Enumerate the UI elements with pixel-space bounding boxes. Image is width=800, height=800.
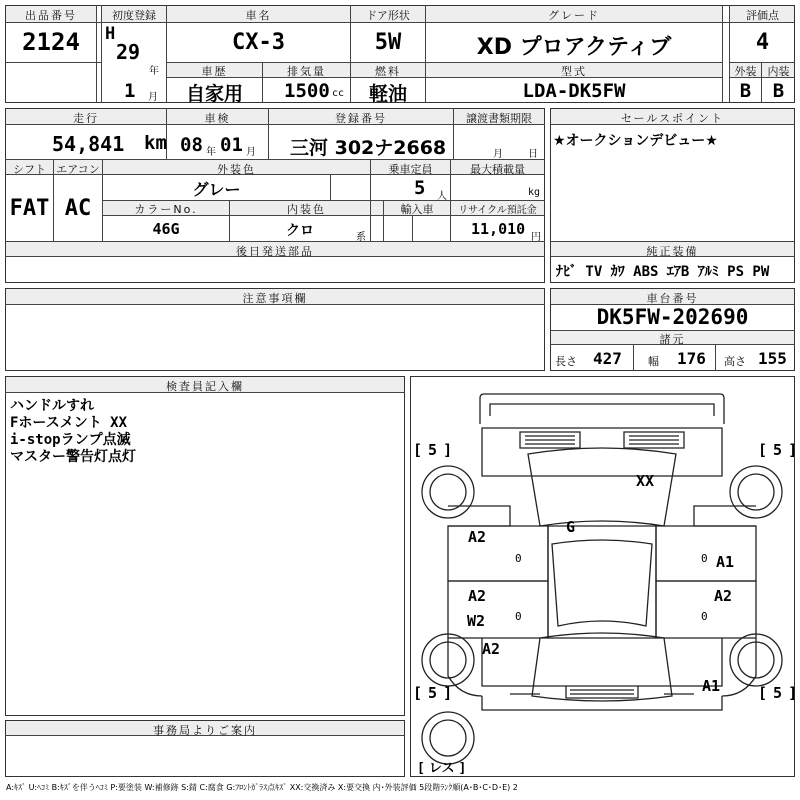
era-letter: H [105,24,116,44]
spare-tire-mark: [ レス ] [417,761,467,776]
capacity-value: 5 [414,177,426,199]
corner-front-right: [ 5 ] [758,441,798,459]
fuel-type: 軽油 [368,83,407,105]
lot-number: 2124 [22,28,80,56]
year-unit: 年 [149,66,159,77]
height-value: 155 [758,349,787,368]
mark-roof: G [566,518,576,536]
car-name: CX-3 [232,30,285,55]
shaken-header: 車検 [204,112,231,125]
mark-front-left-door: A2 [468,528,487,546]
corner-rear-right: [ 5 ] [758,684,798,702]
chassis-number: DK5FW-202690 [596,305,749,329]
door-type: 5W [374,30,402,55]
mark-rear-right-door: A2 [714,587,733,605]
mark-front-right-door: A1 [716,553,735,571]
interior-color-unit: 系 [356,232,366,243]
capacity-unit: 人 [437,191,447,202]
exterior-score-header: 外装 [734,65,757,78]
transfer-deadline-header: 譲渡書類期限 [466,112,532,125]
fuel-header: 燃料 [375,65,401,78]
overall-score: 4 [755,30,770,55]
mark-rear-left-door: A2 [468,587,487,605]
length-value: 427 [593,349,622,368]
inspector-note-4: マスター警告灯点灯 [10,449,136,465]
max-load-header: 最大積載量 [470,163,525,176]
equipment-header: 純正装備 [646,245,699,258]
model-code-header: 型式 [561,65,587,78]
equipment-list: ﾅﾋﾞ TV ｶﾜ ABS ｴｱB ｱﾙﾐ PS PW [556,264,770,280]
exterior-color-header: 外装色 [217,163,256,176]
recycle-unit: 円 [531,232,541,243]
displacement-header: 排気量 [287,65,326,78]
sales-point-header: セールスポイント [620,112,724,125]
car-diagram [410,376,798,777]
displacement-unit: cc [332,88,345,99]
transfer-month-unit: 月 [493,149,503,160]
plate-header: 登録番号 [335,112,387,125]
first-registration-header: 初度登録 [112,9,156,22]
office-header: 事務局よりご案内 [153,724,257,737]
registration-month: 1 [124,80,136,102]
door-type-header: ドア形状 [366,9,410,22]
mark-rear-right-fender: A1 [702,677,721,695]
registration-year: 29 [116,40,141,64]
car-history: 自家用 [185,83,243,105]
later-parts-header: 後日発送部品 [236,245,314,258]
inspector-note-2: Fホースメント XX [10,415,128,431]
mark-hood: XX [636,472,655,490]
inspector-note-3: i-stopランプ点滅 [10,432,131,448]
shift-value: FAT [9,196,50,221]
shaken-month-unit: 月 [246,147,256,158]
model-code: LDA-DK5FW [522,80,626,102]
mark-zero-2: 0 [701,552,708,565]
mark-zero-4: 0 [701,610,708,623]
chassis-header: 車台番号 [646,292,699,305]
history-header: 車歴 [201,65,228,78]
mileage-value: 54,841 [52,132,125,156]
exterior-score: B [739,80,752,102]
displacement-value: 1500 [284,80,330,102]
color-number-header: カラーNo. [134,203,198,216]
inspector-header: 検査員記入欄 [166,380,244,393]
max-load-unit: kg [528,187,541,198]
shaken-year-unit: 年 [206,147,216,158]
notes-header: 注意事項欄 [242,292,308,305]
corner-front-left: [ 5 ] [413,441,453,459]
width-label: 幅 [648,355,659,368]
shaken-year: 08 [180,134,203,156]
mileage-unit: km [144,132,167,154]
specs-header: 諸元 [659,333,686,346]
exterior-color: グレー [192,180,241,199]
height-label: 高さ [724,355,746,368]
color-number: 46G [152,220,180,238]
mark-rear-left-door-2: W2 [467,612,486,630]
corner-rear-left: [ 5 ] [413,684,453,702]
import-header: 輸入車 [400,203,434,216]
transfer-day-unit: 日 [528,149,538,160]
mark-rear-left-fender: A2 [482,640,501,658]
shaken-month: 01 [220,134,243,156]
aircon-value: AC [64,196,92,221]
mark-zero-1: 0 [515,552,522,565]
sales-point-text: ★オークションデビュー★ [553,133,718,149]
inspector-note-1: ハンドルすれ [10,398,94,414]
length-label: 長さ [555,355,577,368]
interior-score-header: 内装 [767,65,790,78]
grade-header: グレード [548,9,600,22]
car-name-header: 車名 [245,9,272,22]
grade-name: XD プロアクティブ [476,35,672,60]
recycle-value: 11,010 [471,220,526,238]
interior-color-header: 内装色 [287,203,326,216]
mark-zero-3: 0 [515,610,522,623]
lot-number-header: 出品番号 [25,9,77,22]
capacity-header: 乗車定員 [388,163,433,176]
aircon-header: エアコン [56,163,100,176]
mileage-header: 走行 [73,112,99,125]
plate-number: 三河 302ナ2668 [290,137,447,159]
shift-header: シフト [13,163,46,176]
month-unit: 月 [148,92,158,103]
score-header: 評価点 [746,9,779,22]
recycle-header: リサイクル預託金 [458,205,537,216]
interior-color: クロ [286,223,314,239]
width-value: 176 [677,349,706,368]
interior-score: B [772,80,785,102]
damage-legend: A:ｷｽﾞ U:ﾍｺﾐ B:ｷｽﾞを伴うﾍｺﾐ P:要塗装 W:補修跡 S:錆 C:腐食 G:ﾌﾛﾝﾄｶﾞﾗｽ点ｷｽﾞ XX:交換済み X:要交換 内･外装評価 5段階ﾗﾝｸ順(A･B･C･D･E) 2 [6,783,518,792]
